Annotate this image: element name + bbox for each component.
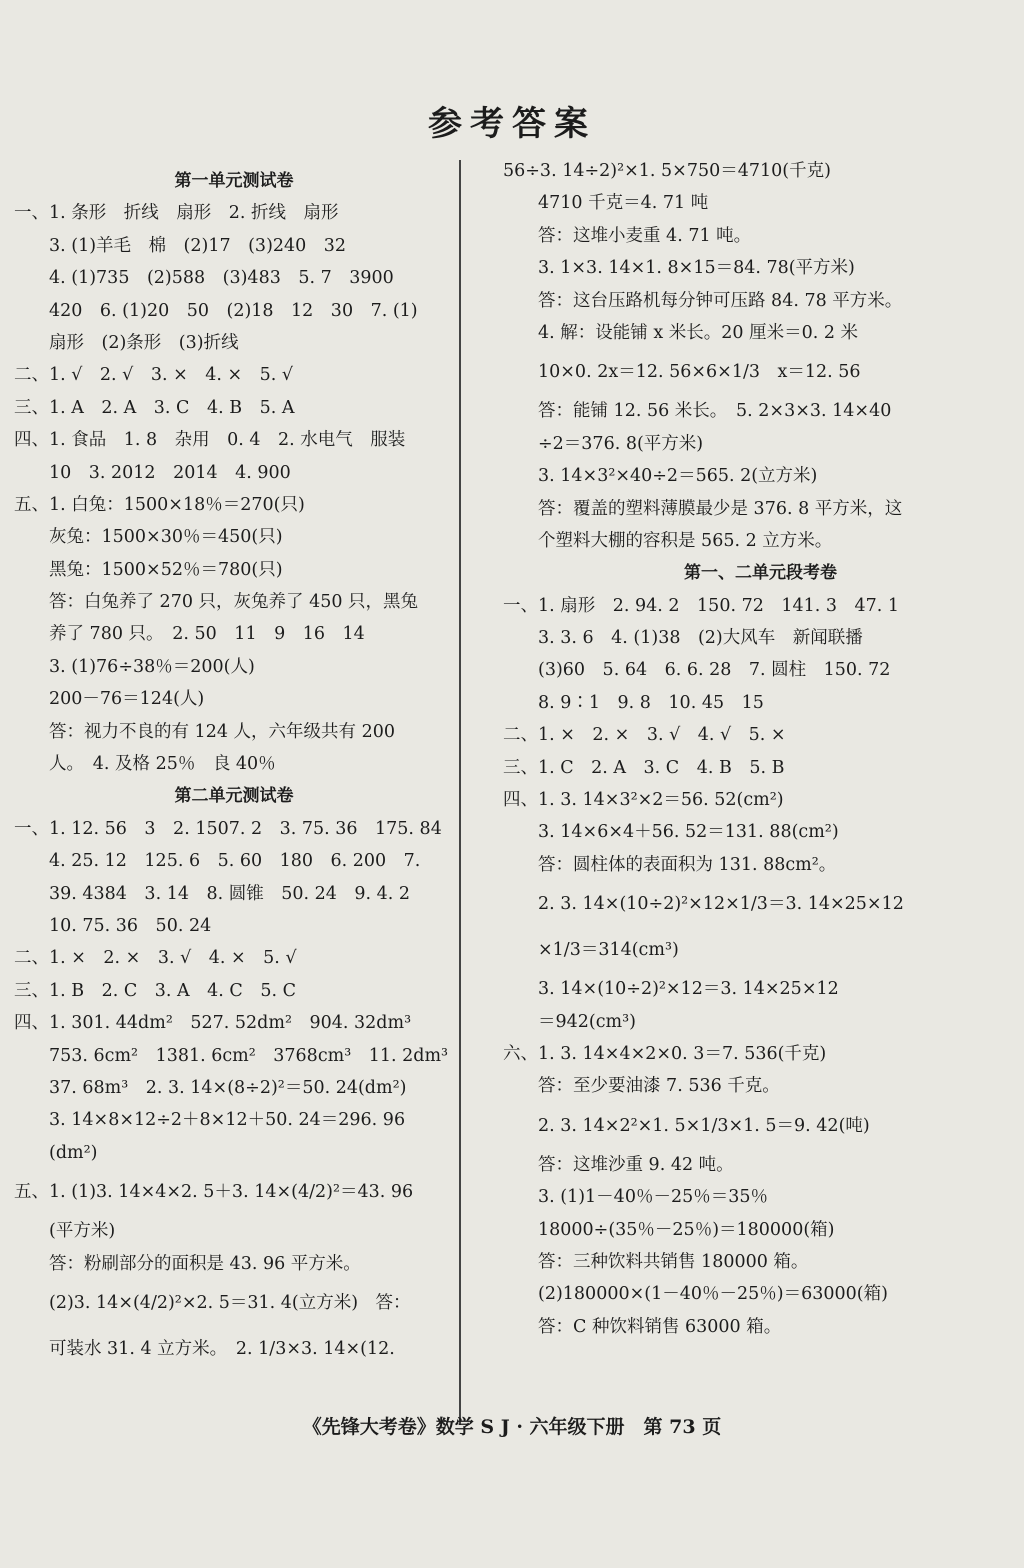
answer-line: 二、1. × 2. × 3. √ 4. √ 5. × <box>503 725 786 746</box>
answer-line: (平方米) <box>14 1221 116 1242</box>
answer-line: 3. (1)76÷38％＝200(人) <box>14 656 255 677</box>
answer-line: 39. 4384 3. 14 8. 圆锥 50. 24 9. 4. 2 <box>14 883 411 904</box>
answer-line: 3. 14×6×4＋56. 52＝131. 88(cm²) <box>503 822 839 843</box>
answer-line: 200－76＝124(人) <box>14 689 205 710</box>
answer-line: 四、1. 3. 14×3²×2＝56. 52(cm²) <box>503 790 784 811</box>
answer-line: 3. 14×(10÷2)²×12＝3. 14×25×12 <box>503 979 839 1000</box>
answer-line: 答：粉刷部分的面积是 43. 96 平方米。 <box>14 1253 361 1274</box>
answer-line: ＝942(cm³) <box>503 1011 636 1032</box>
section-heading: 第一单元测试卷 <box>174 171 294 191</box>
answer-line: 三、1. A 2. A 3. C 4. B 5. A <box>14 397 295 418</box>
answer-line: 五、1. (1)3. 14×4×2. 5＋3. 14×(4/2)²＝43. 96 <box>14 1182 414 1203</box>
answer-line: 答：这堆沙重 9. 42 吨。 <box>503 1154 734 1175</box>
answer-line: 答：圆柱体的表面积为 131. 88cm²。 <box>503 854 837 875</box>
answer-line: 答：白兔养了 270 只，灰兔养了 450 只，黑兔 <box>14 592 419 613</box>
answer-line: 18000÷(35％－25％)＝180000(箱) <box>503 1219 835 1240</box>
answer-line: 扇形 (2)条形 (3)折线 <box>14 332 239 353</box>
answer-line: 四、1. 食品 1. 8 杂用 0. 4 2. 水电气 服装 <box>14 430 406 451</box>
answer-line: 答：这堆小麦重 4. 71 吨。 <box>503 225 752 246</box>
answer-line: 4. (1)735 (2)588 (3)483 5. 7 3900 <box>14 268 394 289</box>
answer-line: 一、1. 12. 56 3 2. 1507. 2 3. 75. 36 175. 84 <box>14 818 442 839</box>
answer-line: 二、1. √ 2. √ 3. × 4. × 5. √ <box>14 365 294 386</box>
answer-line: 答：至少要油漆 7. 536 千克。 <box>503 1076 780 1097</box>
answer-line: (dm²) <box>14 1142 98 1163</box>
answer-line: (3)60 5. 64 6. 6. 28 7. 圆柱 150. 72 <box>503 660 891 681</box>
answer-line: 3. (1)1－40％－25％＝35％ <box>503 1187 768 1208</box>
answer-line: 二、1. × 2. × 3. √ 4. × 5. √ <box>14 948 297 969</box>
answer-line: 个塑料大棚的容积是 565. 2 立方米。 <box>503 530 833 551</box>
answer-line: 答：C 种饮料销售 63000 箱。 <box>503 1316 782 1337</box>
answer-line: 3. 1×3. 14×1. 8×15＝84. 78(平方米) <box>503 258 855 279</box>
answer-line: 56÷3. 14÷2)²×1. 5×750＝4710(千克) <box>503 161 831 181</box>
answer-line: ÷2＝376. 8(平方米) <box>503 433 704 454</box>
answer-line: 4. 25. 12 125. 6 5. 60 180 6. 200 7. <box>14 851 421 872</box>
column-divider <box>459 160 461 1425</box>
section-heading: 第一、二单元段考卷 <box>684 563 837 584</box>
answer-line: 3. 14×8×12÷2＋8×12＋50. 24＝296. 96 <box>14 1110 406 1131</box>
answer-line: 一、1. 条形 折线 扇形 2. 折线 扇形 <box>14 203 339 224</box>
answer-line: 4. 解：设能铺 x 米长。20 厘米＝0. 2 米 <box>503 322 859 343</box>
answer-line: 六、1. 3. 14×4×2×0. 3＝7. 536(千克) <box>503 1043 827 1064</box>
answer-line: 420 6. (1)20 50 (2)18 12 30 7. (1) <box>14 300 418 321</box>
answer-line: ×1/3＝314(cm³) <box>503 940 679 961</box>
page-footer: 《先锋大考卷》数学 S J · 六年级下册 第 73 页 <box>302 1416 722 1438</box>
answer-line: 黑兔：1500×52％＝780(只) <box>14 559 283 580</box>
answer-line: 三、1. B 2. C 3. A 4. C 5. C <box>14 980 296 1001</box>
answer-line: 3. (1)羊毛 棉 (2)17 (3)240 32 <box>14 235 347 256</box>
answer-line: 10 3. 2012 2014 4. 900 <box>14 462 291 483</box>
answer-line: 答：覆盖的塑料薄膜最少是 376. 8 平方米，这 <box>503 498 903 519</box>
answer-line: 可装水 31. 4 立方米。 2. 1/3×3. 14×(12. <box>14 1338 395 1359</box>
answer-line: 五、1. 白兔：1500×18％＝270(只) <box>14 494 305 515</box>
answer-line: 四、1. 301. 44dm² 527. 52dm² 904. 32dm³ <box>14 1013 412 1034</box>
answer-line: 答：视力不良的有 124 人，六年级共有 200 <box>14 721 395 742</box>
answer-line: 3. 14×3²×40÷2＝565. 2(立方米) <box>503 466 818 487</box>
answer-line: 一、1. 扇形 2. 94. 2 150. 72 141. 3 47. 1 <box>503 595 900 616</box>
page-title: 参考答案 <box>428 104 596 144</box>
answer-line: 人。 4. 及格 25％ 良 40％ <box>14 754 276 775</box>
answer-line: 8. 9∶1 9. 8 10. 45 15 <box>503 692 764 713</box>
answer-line: 养了 780 只。 2. 50 11 9 16 14 <box>14 624 365 645</box>
right-answer-column <box>503 155 1018 1343</box>
answer-line: (2)180000×(1－40％－25％)＝63000(箱) <box>503 1284 888 1305</box>
answer-line: 10×0. 2x＝12. 56×6×1/3 x＝12. 56 <box>503 362 861 383</box>
answer-line: 2. 3. 14×2²×1. 5×1/3×1. 5＝9. 42(吨) <box>503 1115 870 1136</box>
answer-line: 4710 千克＝4. 71 吨 <box>503 193 709 214</box>
left-answer-column <box>14 165 454 1372</box>
section-heading: 第二单元测试卷 <box>174 786 294 807</box>
answer-line: 3. 3. 6 4. (1)38 (2)大风车 新闻联播 <box>503 628 863 649</box>
answer-line: 答：能铺 12. 56 米长。 5. 2×3×3. 14×40 <box>503 401 892 422</box>
answer-line: (2)3. 14×(4/2)²×2. 5＝31. 4(立方米) 答： <box>14 1292 411 1313</box>
answer-line: 10. 75. 36 50. 24 <box>14 915 212 936</box>
answer-line: 三、1. C 2. A 3. C 4. B 5. B <box>503 757 785 778</box>
answer-line: 灰兔：1500×30％＝450(只) <box>14 527 283 548</box>
answer-line: 37. 68m³ 2. 3. 14×(8÷2)²＝50. 24(dm²) <box>14 1077 407 1098</box>
answer-line: 答：三种饮料共销售 180000 箱。 <box>503 1251 809 1272</box>
answer-line: 753. 6cm² 1381. 6cm² 3768cm³ 11. 2dm³ <box>14 1045 449 1066</box>
answer-line: 答：这台压路机每分钟可压路 84. 78 平方米。 <box>503 290 903 311</box>
answer-line: 2. 3. 14×(10÷2)²×12×1/3＝3. 14×25×12 <box>503 894 904 915</box>
